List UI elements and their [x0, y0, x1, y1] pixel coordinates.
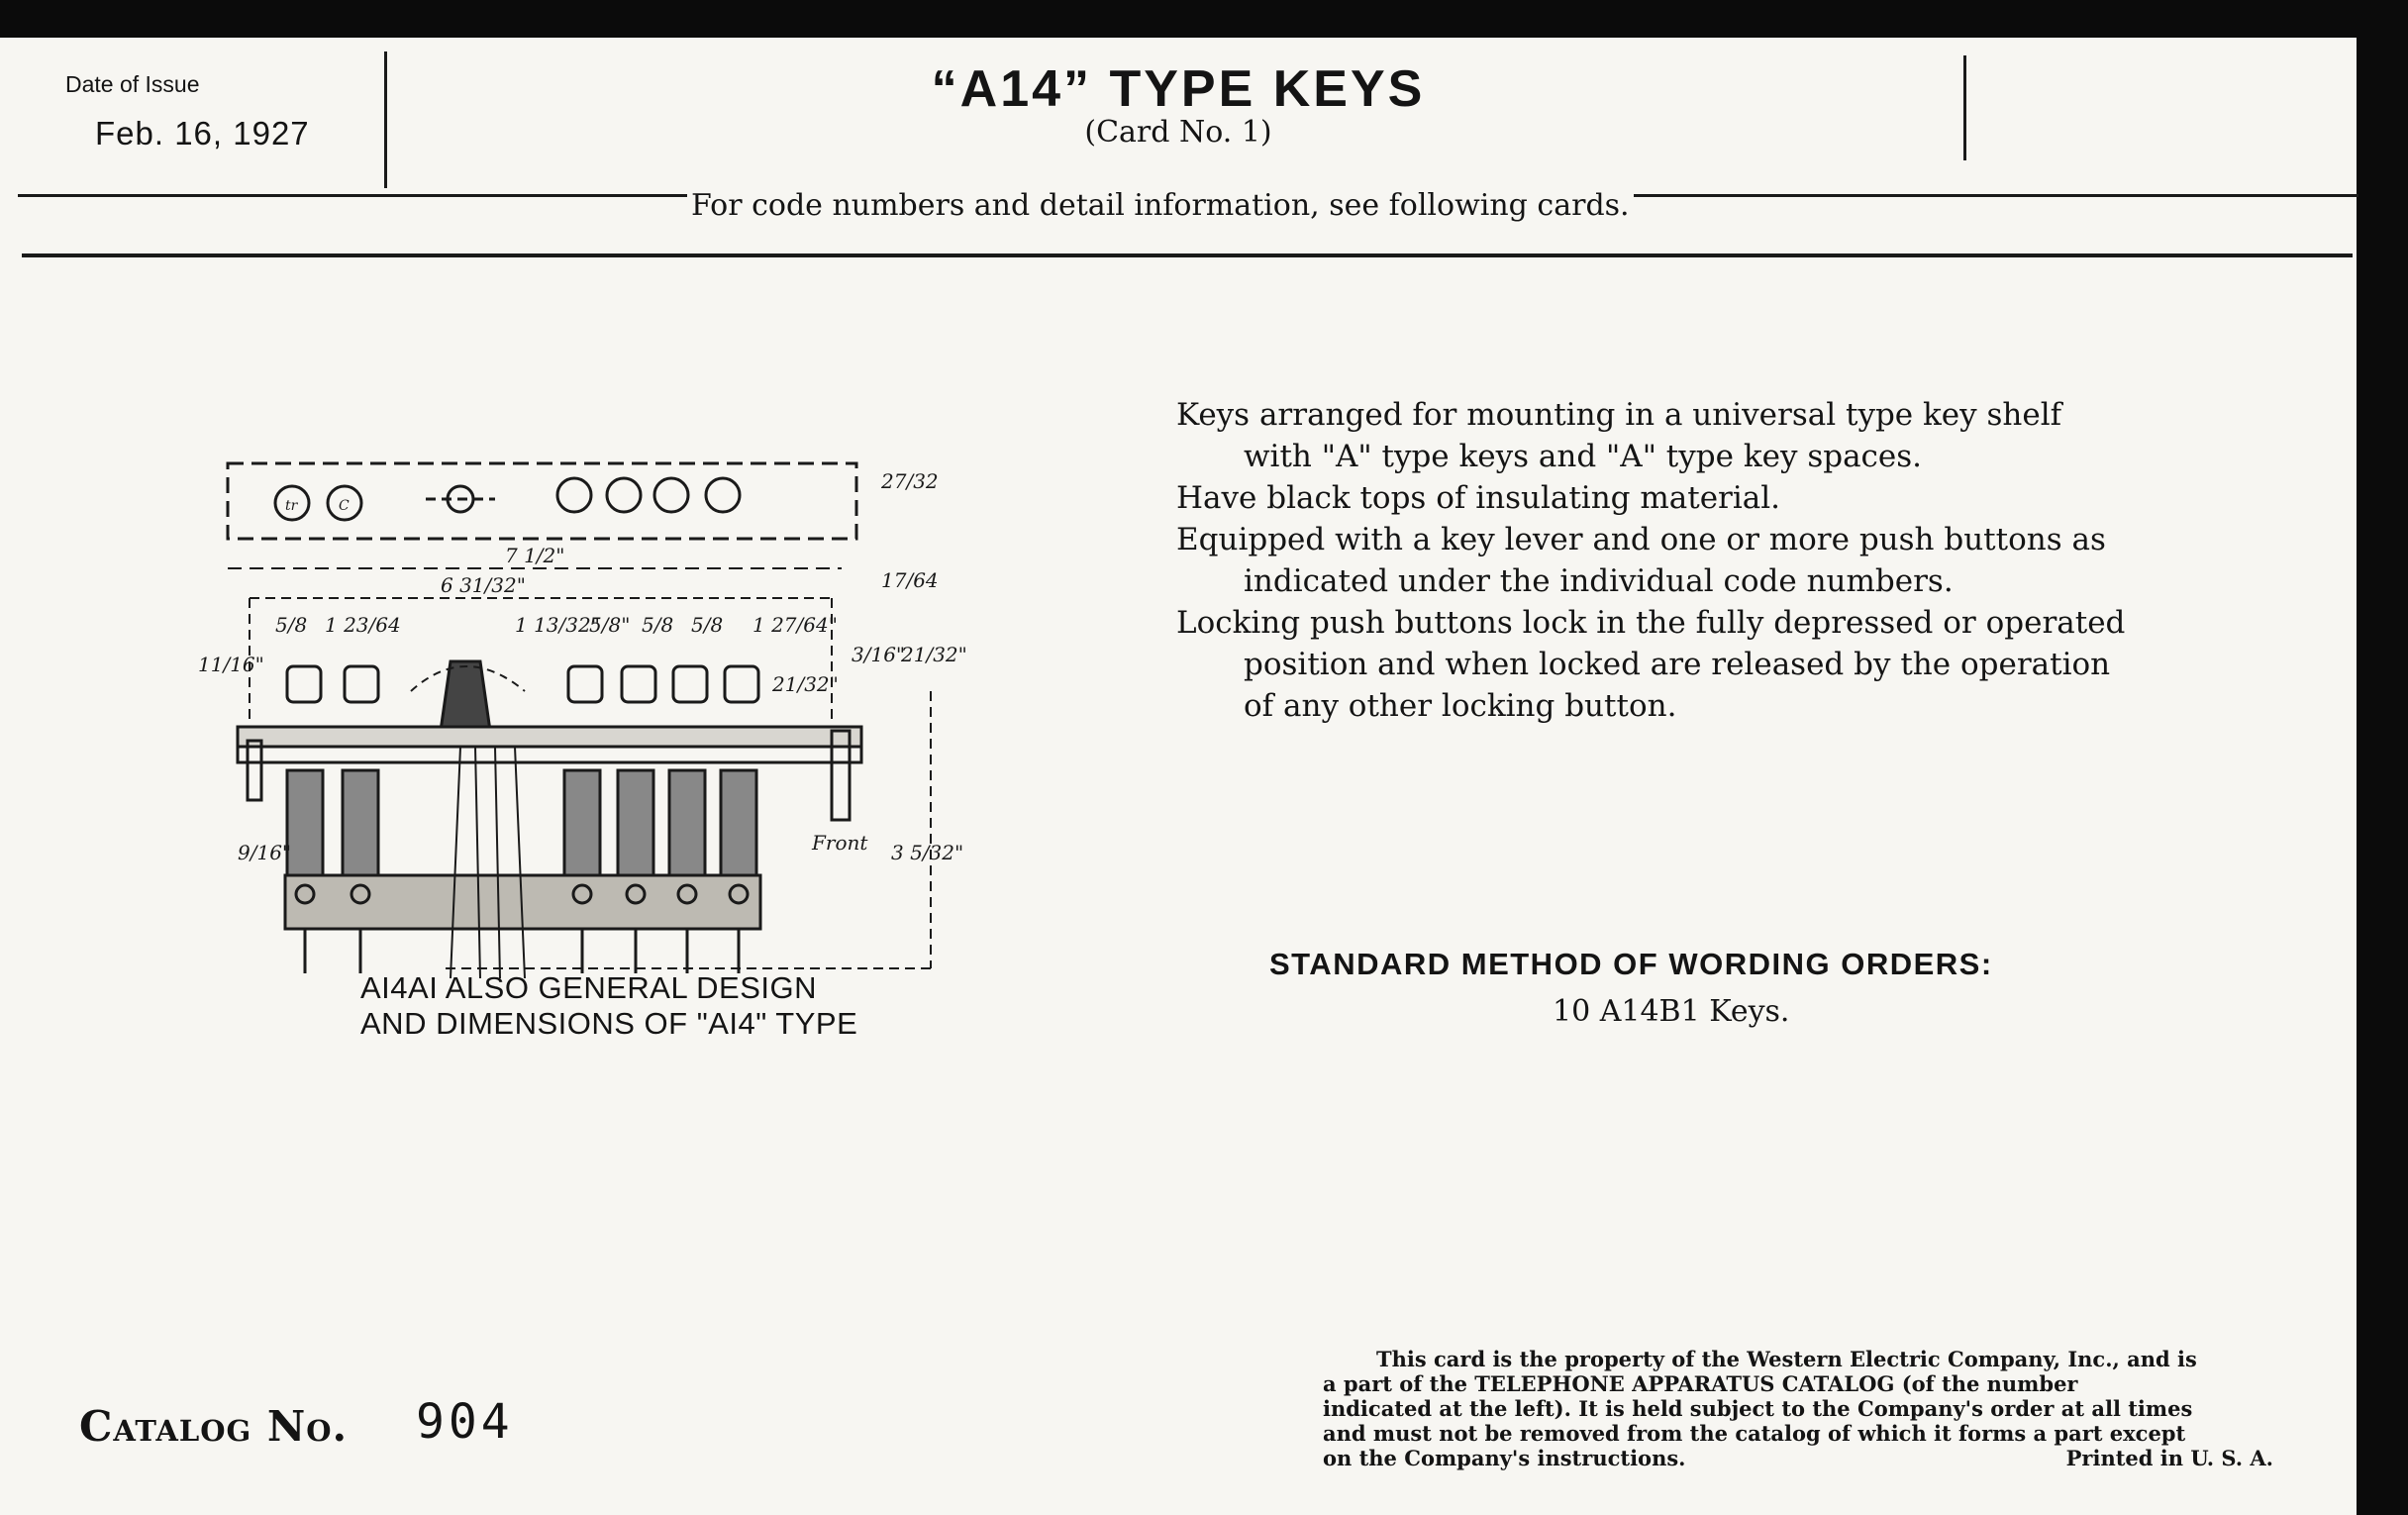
catalog-number: 904	[416, 1394, 514, 1450]
page-title: “A14” TYPE KEYS	[931, 60, 1426, 118]
dim-5-8-c: 5/8	[642, 613, 674, 637]
dim-1-23-64: 1 23/64	[325, 613, 401, 637]
date-value: Feb. 16, 1927	[95, 115, 310, 152]
desc-line: with "A" type keys and "A" type key spaces.	[1244, 439, 1923, 474]
front-label: Front	[812, 831, 868, 855]
header-note: For code numbers and detail information, see following cards.	[687, 188, 1634, 223]
property-line: indicated at the left). It is held subject to the Company's order at all times	[1323, 1396, 2193, 1421]
desc-line: Locking push buttons lock in the fully depressed or operated	[1176, 605, 2126, 641]
property-line: This card is the property of the Western Electric Company, Inc., and is	[1376, 1347, 2197, 1371]
card-number: (Card No. 1)	[1084, 115, 1272, 150]
dim-1-27-64: 1 27/64"	[752, 613, 838, 637]
dim-7-1-2: 7 1/2"	[505, 544, 565, 567]
header-rule-2	[22, 253, 2353, 257]
catalog-card	[0, 38, 2357, 1515]
desc-line: Equipped with a key lever and one or more push buttons as	[1176, 522, 2106, 557]
ordering-example: 10 A14B1 Keys.	[1553, 994, 1790, 1029]
dim-5-8-a: 5/8	[275, 613, 308, 637]
catalog-label: Catalog No.	[79, 1402, 349, 1451]
date-label: Date of Issue	[65, 71, 200, 97]
figure-caption-2: AND DIMENSIONS OF "AI4" TYPE	[360, 1006, 858, 1041]
desc-line: Have black tops of insulating material.	[1176, 480, 1781, 516]
desc-line: Keys arranged for mounting in a universal type key shelf	[1176, 397, 2062, 433]
dim-6-31-32: 6 31/32"	[441, 573, 526, 597]
dim-21-32-a: 21/32"	[772, 672, 839, 696]
dim-27-32: 27/32	[881, 469, 939, 493]
desc-line: position and when locked are released by the operation	[1244, 647, 2111, 682]
dim-3-5-32: 3 5/32"	[891, 841, 964, 864]
property-line: and must not be removed from the catalog of which it forms a part except	[1323, 1421, 2186, 1446]
property-line: a part of the TELEPHONE APPARATUS CATALOG (of the number	[1323, 1371, 2078, 1396]
plate-label-tr: tr	[285, 498, 298, 514]
desc-line: indicated under the individual code numbers.	[1244, 563, 1954, 599]
plate-label-c: C	[339, 498, 350, 514]
dim-17-64: 17/64	[881, 568, 939, 592]
face-plate	[228, 463, 856, 539]
description	[1176, 394, 2226, 727]
figure-caption-1: AI4AI ALSO GENERAL DESIGN	[360, 970, 818, 1005]
dim-1-13-32: 1 13/32"	[515, 613, 600, 637]
ordering-heading: STANDARD METHOD OF WORDING ORDERS:	[1269, 947, 1993, 981]
printed-in-usa: Printed in U. S. A.	[2065, 1446, 2273, 1470]
dim-21-32-b: 21/32"	[901, 643, 967, 666]
property-notice	[1323, 1347, 2313, 1470]
dim-9-16: 9/16"	[238, 841, 292, 864]
dim-3-16: 3/16"	[852, 643, 906, 666]
key-assembly-drawing	[198, 394, 970, 998]
dim-11-16: 11/16"	[198, 653, 264, 676]
dim-5-8-b: 5/8"	[589, 613, 631, 637]
desc-line: of any other locking button.	[1244, 688, 1677, 724]
dim-5-8-d: 5/8	[691, 613, 724, 637]
property-line: on the Company's instructions.	[1323, 1446, 1686, 1470]
